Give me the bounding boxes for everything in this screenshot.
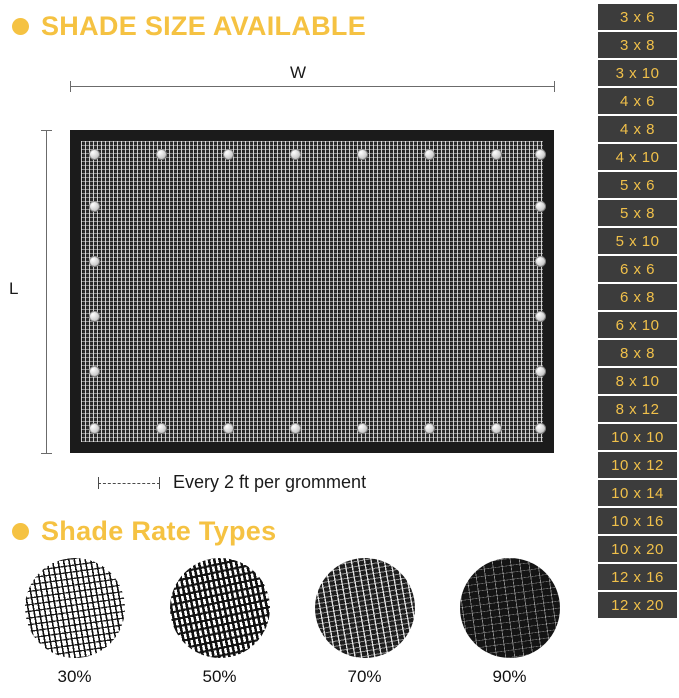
grommet xyxy=(424,149,435,160)
grommet xyxy=(535,149,546,160)
shade-size-heading-text: SHADE SIZE AVAILABLE xyxy=(41,11,367,41)
size-chip: 10 x 14 xyxy=(598,480,677,506)
grommet-spacing-text: Every 2 ft per gromment xyxy=(173,472,367,492)
size-chip: 10 x 12 xyxy=(598,452,677,478)
shade-size-heading xyxy=(12,11,366,42)
size-chip: 4 x 6 xyxy=(598,88,677,114)
length-dimension-tick-bottom xyxy=(41,453,52,454)
mesh-90-icon xyxy=(460,558,560,658)
grommet xyxy=(491,149,502,160)
shade-rate-label: 70% xyxy=(347,667,382,686)
grommet xyxy=(535,311,546,322)
size-chip: 3 x 6 xyxy=(598,4,677,30)
length-label: L xyxy=(9,279,19,298)
size-chip: 5 x 8 xyxy=(598,200,677,226)
grommet xyxy=(535,201,546,212)
tarp-body xyxy=(70,130,554,453)
grommet xyxy=(290,149,301,160)
shade-rate-label: 50% xyxy=(202,667,237,686)
size-chip: 8 x 12 xyxy=(598,396,677,422)
grommet-spacing-callout xyxy=(98,472,366,493)
size-options-rail xyxy=(596,0,679,698)
width-dimension-tick-left xyxy=(70,81,71,92)
grommet xyxy=(89,366,100,377)
size-chip: 5 x 10 xyxy=(598,228,677,254)
grommet xyxy=(156,423,167,434)
shade-rate-list xyxy=(22,558,582,687)
size-chip: 6 x 8 xyxy=(598,284,677,310)
length-dimension-line xyxy=(46,130,47,453)
grommet xyxy=(357,423,368,434)
size-chip: 5 x 6 xyxy=(598,172,677,198)
length-dimension-tick-top xyxy=(41,130,52,131)
shade-rate-label: 30% xyxy=(57,667,92,686)
size-chip: 10 x 10 xyxy=(598,424,677,450)
size-chip: 8 x 10 xyxy=(598,368,677,394)
grommet xyxy=(290,423,301,434)
size-chip: 10 x 20 xyxy=(598,536,677,562)
width-label: W xyxy=(290,63,307,82)
bullet-dot-icon xyxy=(12,18,29,35)
tarp-mesh-fabric xyxy=(81,141,543,442)
grommet xyxy=(89,256,100,267)
grommet xyxy=(89,311,100,322)
shade-rate-heading-text: Shade Rate Types xyxy=(41,516,277,546)
size-chip: 4 x 10 xyxy=(598,144,677,170)
width-dimension-tick-right xyxy=(554,81,555,92)
shade-rate-item xyxy=(457,558,562,687)
size-chip: 6 x 10 xyxy=(598,312,677,338)
bullet-dot-icon xyxy=(12,523,29,540)
spacing-brace-icon xyxy=(98,477,160,489)
grommet xyxy=(491,423,502,434)
size-chip: 12 x 16 xyxy=(598,564,677,590)
shade-rate-item xyxy=(167,558,272,687)
size-chip: 12 x 20 xyxy=(598,592,677,618)
mesh-70-icon xyxy=(315,558,415,658)
grommet xyxy=(424,423,435,434)
grommet xyxy=(89,149,100,160)
tarp-diagram xyxy=(0,55,596,505)
shade-rate-item xyxy=(312,558,417,687)
grommet xyxy=(223,149,234,160)
size-chip: 8 x 8 xyxy=(598,340,677,366)
mesh-50-icon xyxy=(170,558,270,658)
size-chip: 3 x 10 xyxy=(598,60,677,86)
size-chip: 3 x 8 xyxy=(598,32,677,58)
grommet xyxy=(89,201,100,212)
grommet xyxy=(156,149,167,160)
grommet xyxy=(535,366,546,377)
grommet xyxy=(535,256,546,267)
grommet xyxy=(89,423,100,434)
shade-rate-item xyxy=(22,558,127,687)
width-dimension-line xyxy=(70,86,554,87)
size-chip: 4 x 8 xyxy=(598,116,677,142)
grommet xyxy=(223,423,234,434)
size-chip: 6 x 6 xyxy=(598,256,677,282)
shade-rate-heading xyxy=(12,516,276,547)
grommet xyxy=(357,149,368,160)
size-chip: 10 x 16 xyxy=(598,508,677,534)
grommet xyxy=(535,423,546,434)
shade-rate-label: 90% xyxy=(492,667,527,686)
mesh-30-icon xyxy=(25,558,125,658)
